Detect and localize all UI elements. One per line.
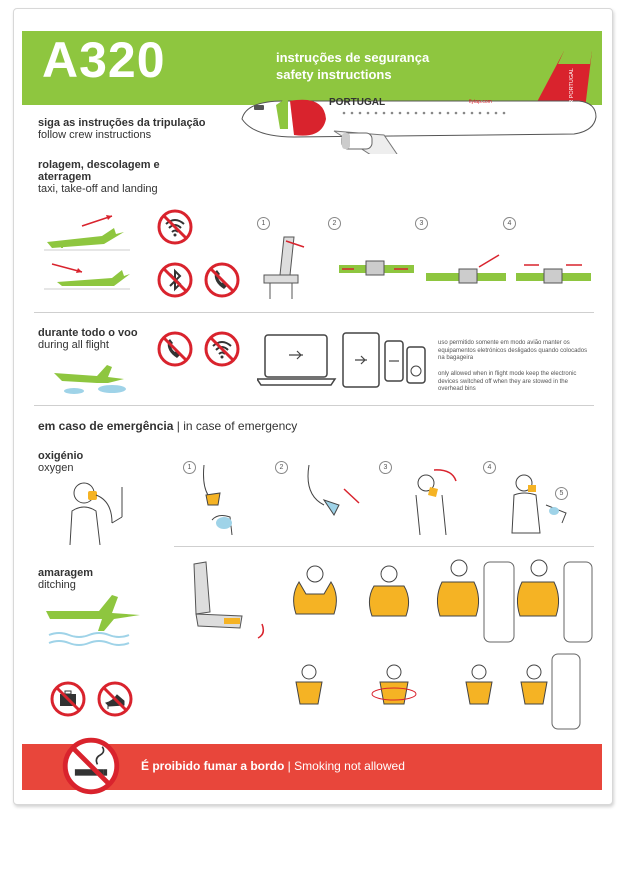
- oxygen-pt: oxigénio: [38, 450, 84, 462]
- seatbelt-illustration: [254, 227, 594, 302]
- crew-en: follow crew instructions: [38, 129, 152, 141]
- no-high-heels-icon: [97, 681, 133, 717]
- fuselage-url: flytap.com: [469, 99, 492, 105]
- oxygen-step-1: 1: [183, 461, 196, 474]
- divider: [34, 312, 594, 313]
- ditching-section: [38, 567, 93, 591]
- life-vest-steps-illustration: [184, 554, 594, 734]
- aircraft-illustration: [224, 39, 604, 154]
- device-note-pt: uso permitido somente em modo avião manter os equipamentos eletrónicos desligados quando colocados na bagageira: [438, 340, 588, 361]
- no-phone-icon: [204, 262, 240, 298]
- divider: [34, 405, 594, 406]
- airline-name: PORTUGAL: [329, 97, 386, 108]
- no-smoking-text: [141, 759, 405, 773]
- crew-section: [38, 117, 206, 141]
- flight-en: during all flight: [38, 339, 109, 351]
- oxygen-step-2: 2: [275, 461, 288, 474]
- taxi-step-2: 2: [328, 217, 341, 230]
- flight-pt: durante todo o voo: [38, 327, 138, 339]
- taxi-pt: rolagem, descolagem e aterragem: [38, 159, 160, 183]
- oxygen-mask-steps-illustration: [194, 465, 574, 540]
- divider: [174, 546, 594, 547]
- emergency-en: in case of emergency: [183, 419, 298, 433]
- taxi-en: taxi, take-off and landing: [38, 183, 158, 195]
- crew-pt: siga as instruções da tripulação: [38, 117, 206, 129]
- no-wifi-icon: [157, 209, 193, 245]
- no-smoking-icon: [62, 737, 120, 795]
- oxygen-step-4: 4: [483, 461, 496, 474]
- taxi-step-4: 4: [503, 217, 516, 230]
- no-wifi-flight-icon: [204, 331, 240, 367]
- ditching-plane-icon: [44, 589, 144, 649]
- no-baggage-icon: [50, 681, 86, 717]
- emergency-heading: [38, 419, 297, 433]
- taxi-section: [38, 159, 168, 195]
- tail-text: AIR PORTUGAL: [569, 68, 575, 109]
- taxi-step-1: 1: [257, 217, 270, 230]
- emergency-pt: em caso de emergência: [38, 419, 174, 433]
- no-phone-flight-icon: [157, 331, 193, 367]
- footer-en: Smoking not allowed: [294, 759, 405, 773]
- flight-section: [38, 327, 138, 351]
- oxygen-mask-person-icon: [62, 477, 137, 547]
- footer-sep: |: [284, 759, 295, 773]
- oxygen-step-5: 5: [555, 487, 568, 500]
- title-pt: instruções de segurança: [276, 50, 430, 65]
- ditching-pt: amaragem: [38, 567, 94, 579]
- footer-pt: É proibido fumar a bordo: [141, 759, 285, 773]
- title-en: safety instructions: [276, 67, 392, 82]
- emergency-sep: |: [173, 419, 184, 433]
- oxygen-step-3: 3: [379, 461, 392, 474]
- taxi-step-3: 3: [415, 217, 428, 230]
- device-note-en: only allowed when in flight mode keep the electronic devices switched off when they are stowed in the overhead bins: [438, 371, 577, 392]
- no-bluetooth-icon: [157, 262, 193, 298]
- aircraft-model: A320: [42, 32, 166, 88]
- oxygen-section: [38, 450, 83, 474]
- ditching-en: ditching: [38, 579, 76, 591]
- in-flight-plane-icon: [52, 361, 132, 396]
- takeoff-landing-icon: [42, 214, 132, 294]
- oxygen-en: oxygen: [38, 462, 74, 474]
- devices-flight-mode-icon: [257, 327, 432, 397]
- safety-card: [13, 8, 613, 805]
